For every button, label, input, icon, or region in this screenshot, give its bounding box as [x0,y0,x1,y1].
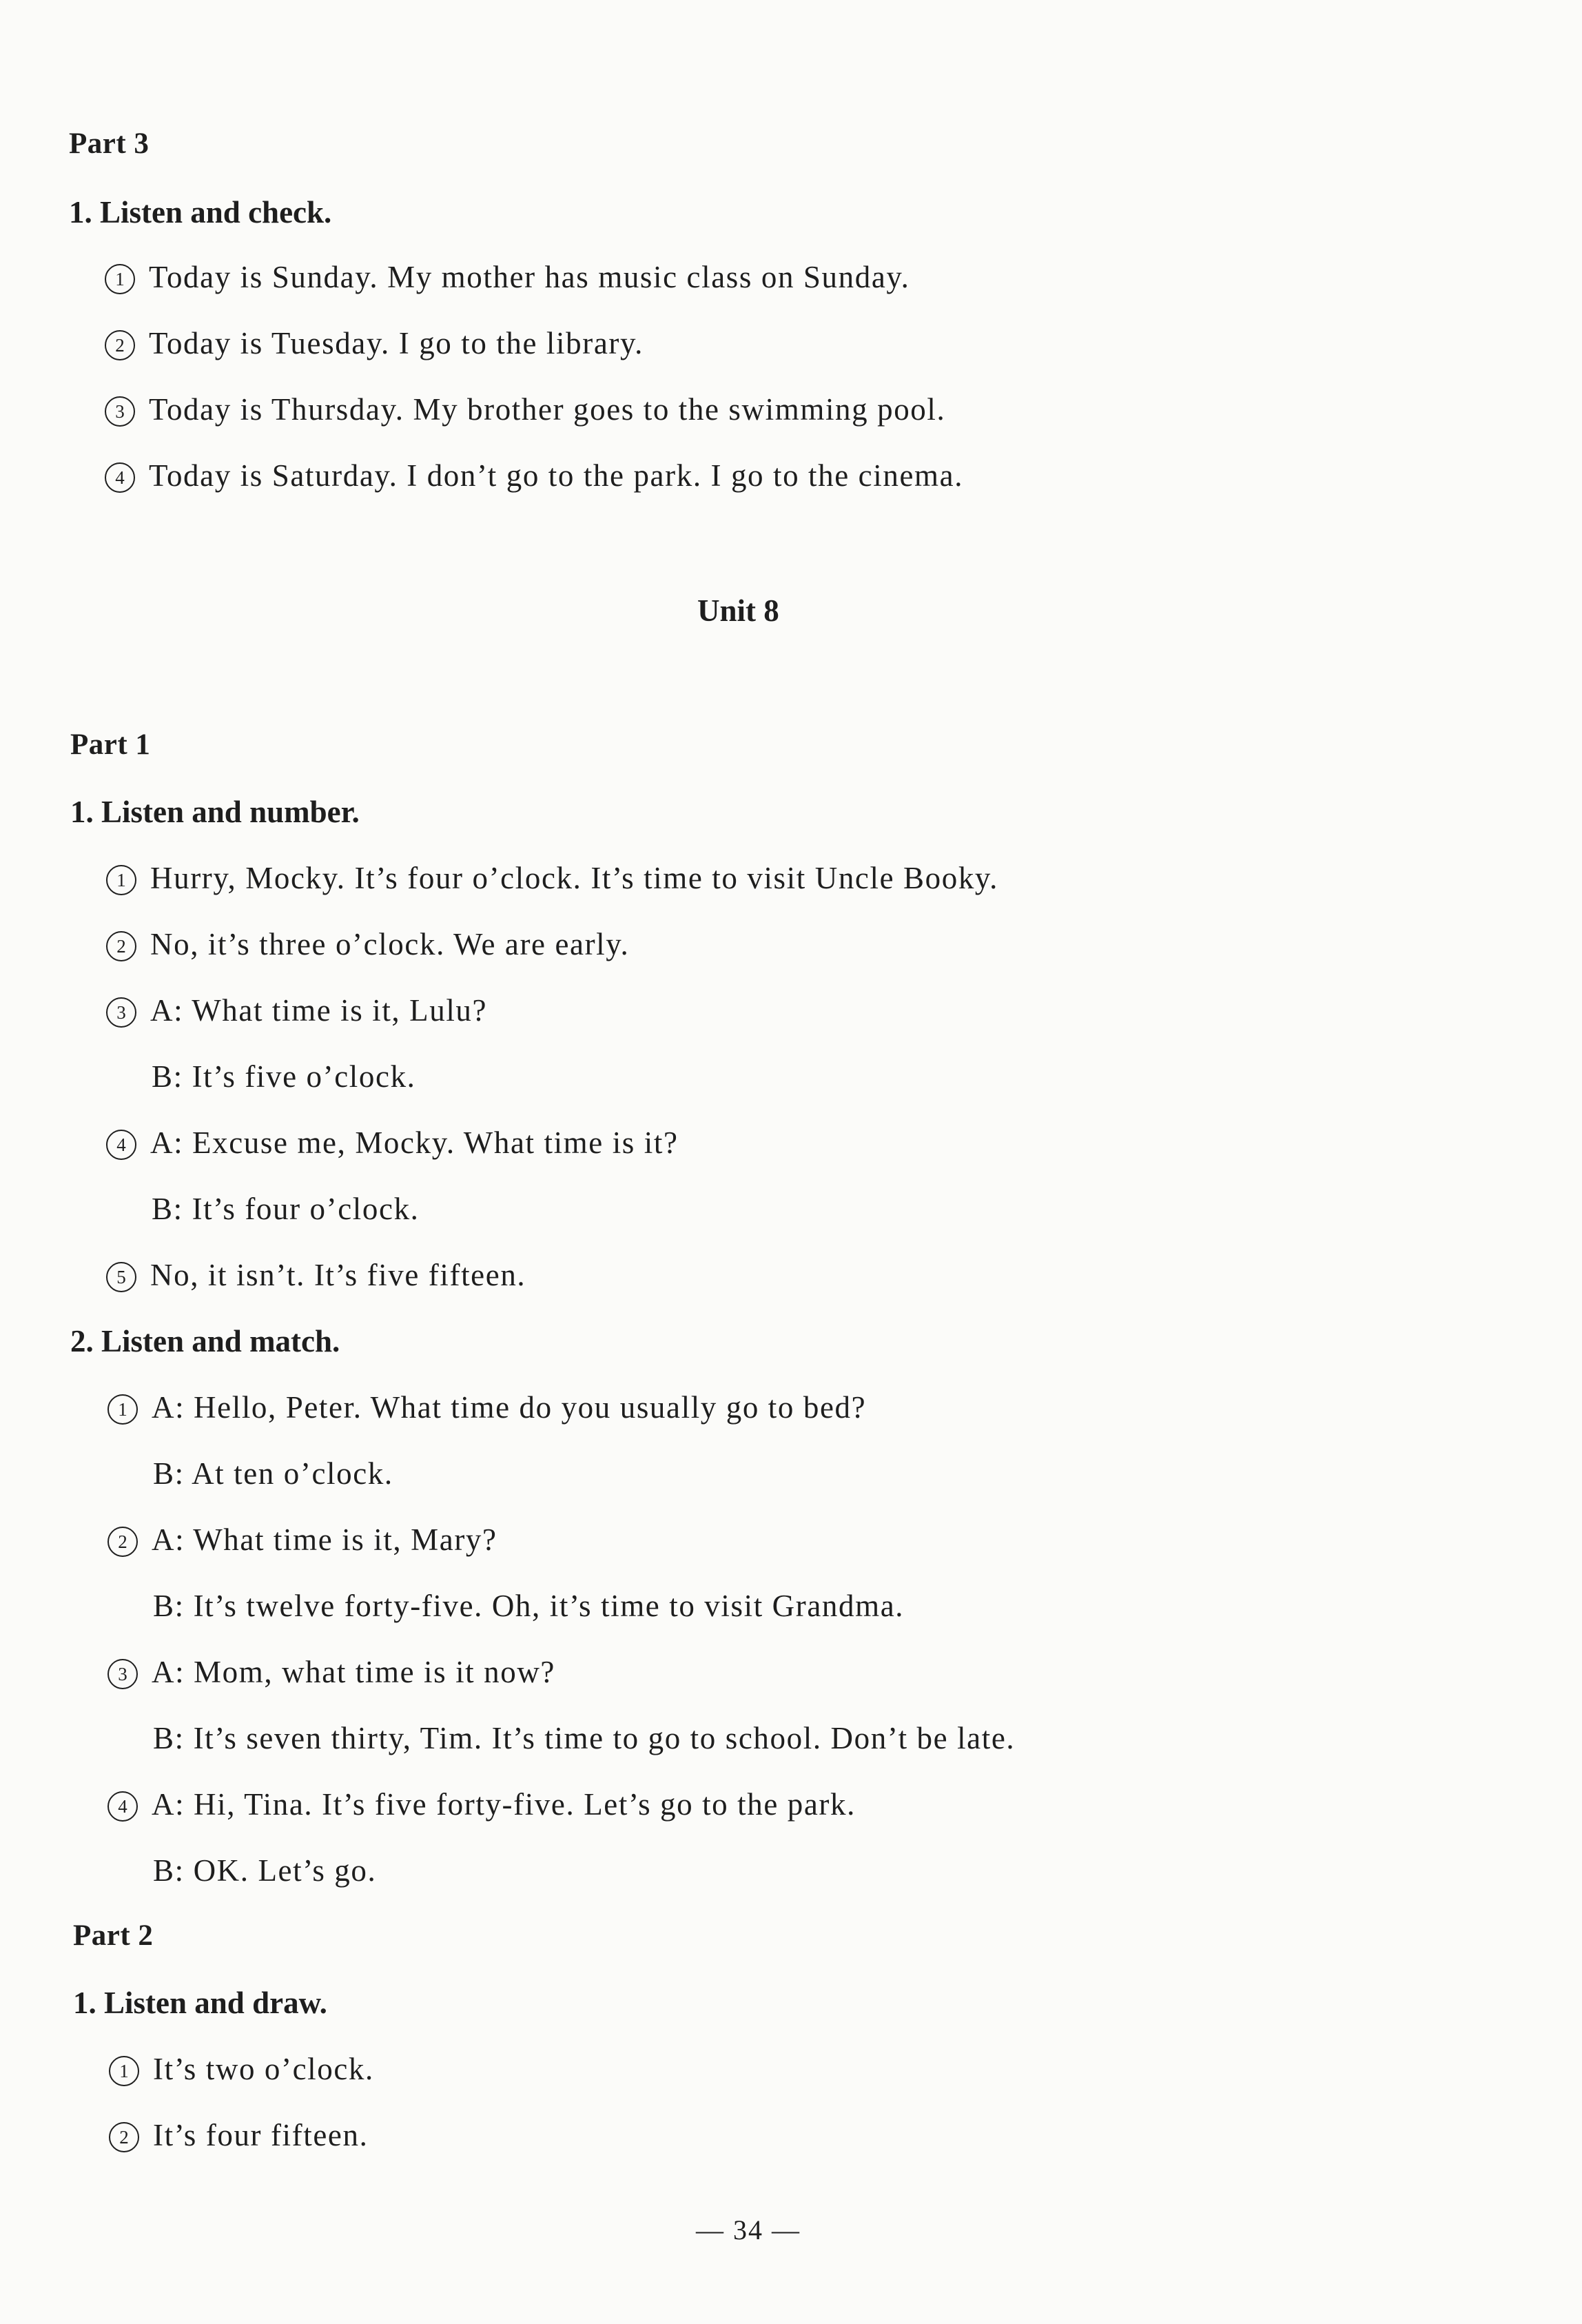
part3-ex1-title: 1. Listen and check. [69,195,332,230]
page-number: — 34 — [696,2214,801,2245]
circled-number: 4 [107,1791,138,1822]
part2-heading: Part 2 [73,1919,154,1952]
part3-heading: Part 3 [69,128,150,160]
part1-ex1-title: 1. Listen and number. [70,795,360,829]
item-text: It’s four fifteen. [153,2118,369,2152]
part1-ex2-title: 2. Listen and match. [70,1324,340,1358]
item-text: No, it isn’t. It’s five fifteen. [150,1258,526,1292]
circled-number: 1 [107,1394,138,1425]
circled-number: 5 [106,1262,136,1292]
circled-number: 2 [106,931,136,961]
circled-number: 3 [107,1659,138,1689]
item-text: A: Hi, Tina. It’s five forty-five. Let’s go to the park. [152,1787,856,1822]
list-item [109,2117,368,2153]
circled-number: 4 [106,1130,136,1160]
list-item [106,1257,526,1293]
item-text: It’s two o’clock. [153,2052,374,2086]
list-item [105,391,945,427]
reply-line: B: It’s seven thirty, Tim. It’s time to go to school. Don’t be late. [153,1721,1016,1755]
item-text: Today is Sunday. My mother has music class on Sunday. [149,260,910,294]
circled-number: 1 [105,264,135,294]
list-item [106,926,629,962]
item-text: A: What time is it, Lulu? [150,993,488,1028]
list-item [107,1389,866,1425]
list-item [107,1522,497,1558]
item-text: Hurry, Mocky. It’s four o’clock. It’s time to visit Uncle Booky. [150,861,998,895]
circled-number: 3 [105,396,135,427]
item-text: No, it’s three o’clock. We are early. [150,927,630,961]
list-item [106,1125,679,1161]
list-item [105,458,963,493]
circled-number: 2 [109,2122,139,2152]
list-item [105,259,910,295]
list-item [109,2051,374,2087]
reply-line: B: It’s four o’clock. [152,1192,420,1226]
circled-number: 1 [109,2056,139,2086]
item-text: A: What time is it, Mary? [152,1522,497,1557]
circled-number: 3 [106,997,136,1028]
item-text: Today is Saturday. I don’t go to the park. I go to the cinema. [149,458,964,493]
circled-number: 2 [107,1527,138,1557]
item-text: Today is Tuesday. I go to the library. [149,326,644,360]
circled-number: 2 [105,330,135,360]
part2-ex1-title: 1. Listen and draw. [73,1986,327,2020]
item-text: Today is Thursday. My brother goes to the swimming pool. [149,392,946,427]
reply-line: B: OK. Let’s go. [153,1853,377,1888]
reply-line: B: It’s five o’clock. [152,1059,416,1094]
part1-heading: Part 1 [70,728,151,761]
circled-number: 1 [106,865,136,895]
item-text: A: Mom, what time is it now? [152,1655,556,1689]
item-text: A: Hello, Peter. What time do you usually go to bed? [152,1390,867,1425]
item-text: A: Excuse me, Mocky. What time is it? [150,1125,679,1160]
list-item [105,325,644,361]
reply-line: B: It’s twelve forty-five. Oh, it’s time to visit Grandma. [153,1589,905,1623]
list-item [107,1654,555,1690]
reply-line: B: At ten o’clock. [153,1456,393,1491]
unit-title: Unit 8 [697,593,779,628]
list-item [106,992,487,1028]
list-item [106,860,998,896]
list-item [107,1786,856,1822]
circled-number: 4 [105,462,135,493]
